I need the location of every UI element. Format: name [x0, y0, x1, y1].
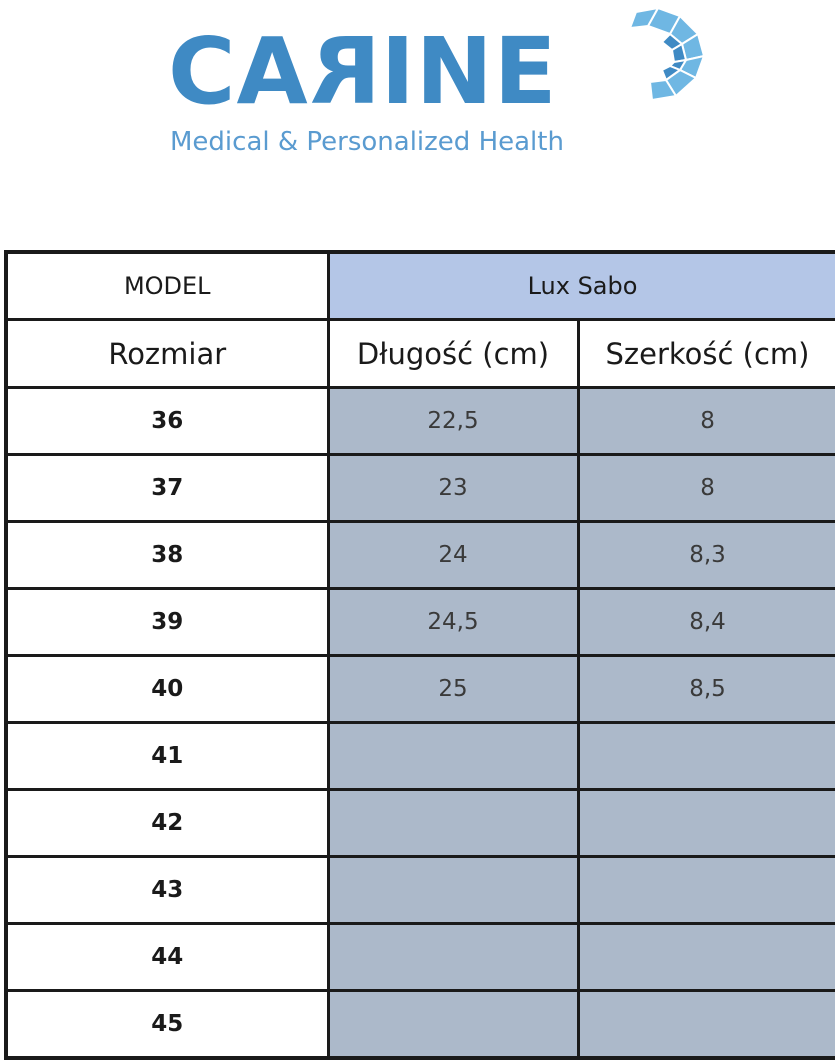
brand-tagline: Medical & Personalized Health: [170, 127, 564, 157]
size-cell: 40: [6, 656, 328, 723]
size-cell: 41: [6, 723, 328, 790]
width-cell: 8,3: [578, 522, 835, 589]
table-header-row: [6, 252, 835, 320]
table-row: [6, 723, 835, 790]
brand-name-mirrored-letter: R: [308, 18, 381, 125]
width-cell: [578, 857, 835, 924]
brand-wordmark: [168, 18, 558, 125]
brand-mark-icon: [608, 4, 708, 104]
column-header-width: Szerkość (cm): [578, 320, 835, 388]
length-cell: [328, 790, 578, 857]
brand-logo: [168, 4, 708, 164]
width-cell: 8: [578, 455, 835, 522]
width-cell: [578, 924, 835, 991]
size-cell: 37: [6, 455, 328, 522]
length-cell: 22,5: [328, 388, 578, 455]
length-cell: [328, 991, 578, 1059]
length-cell: 24: [328, 522, 578, 589]
size-cell: 38: [6, 522, 328, 589]
length-cell: [328, 857, 578, 924]
size-cell: 39: [6, 589, 328, 656]
column-header-size: Rozmiar: [6, 320, 328, 388]
length-cell: [328, 723, 578, 790]
table-row: [6, 857, 835, 924]
width-cell: 8,4: [578, 589, 835, 656]
table-row: [6, 589, 835, 656]
width-cell: 8: [578, 388, 835, 455]
width-cell: 8,5: [578, 656, 835, 723]
width-cell: [578, 991, 835, 1059]
size-cell: 44: [6, 924, 328, 991]
brand-name-part1: CA: [168, 18, 309, 125]
width-cell: [578, 790, 835, 857]
brand-name-part2: INE: [380, 18, 558, 125]
length-cell: 24,5: [328, 589, 578, 656]
size-chart-table: [4, 250, 835, 1060]
table-subheader-row: [6, 320, 835, 388]
product-name: Lux Sabo: [328, 252, 835, 320]
size-cell: 43: [6, 857, 328, 924]
length-cell: [328, 924, 578, 991]
table-row: [6, 656, 835, 723]
table-row: [6, 455, 835, 522]
size-cell: 36: [6, 388, 328, 455]
size-cell: 45: [6, 991, 328, 1059]
length-cell: 25: [328, 656, 578, 723]
width-cell: [578, 723, 835, 790]
column-header-length: Długość (cm): [328, 320, 578, 388]
table-row: [6, 991, 835, 1059]
table-row: [6, 522, 835, 589]
size-cell: 42: [6, 790, 328, 857]
table-row: [6, 790, 835, 857]
model-label: MODEL: [6, 252, 328, 320]
table-row: [6, 924, 835, 991]
table-row: [6, 388, 835, 455]
length-cell: 23: [328, 455, 578, 522]
